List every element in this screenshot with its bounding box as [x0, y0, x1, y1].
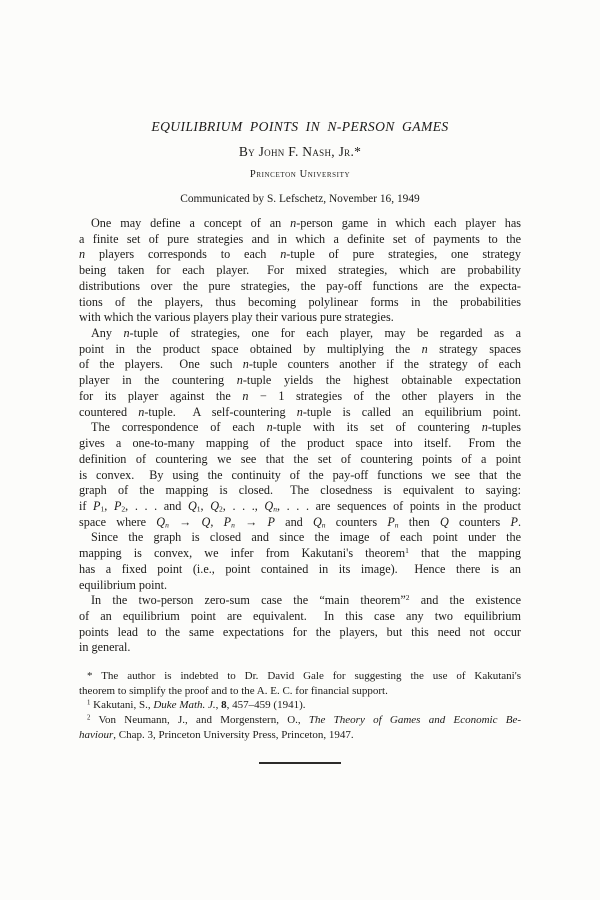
- text-line: player in the countering n-tuple yields the highest obtainable expectation: [79, 373, 521, 388]
- text-line: $^2$ Von Neumann, J., and Morgenstern, O., The Theory of Games and Economic Be-: [87, 713, 521, 726]
- text-line: for its player against the n − 1 strategies of the other players in the: [79, 388, 521, 403]
- text-line: n players corresponds to each n-tuple of pure strategies, one strategy: [79, 247, 521, 262]
- text-line: definition of countering we see that the set of countering points of a point: [79, 451, 521, 466]
- text-line: point in the product space obtained by multiplying the n strategy spaces: [79, 341, 522, 356]
- text-line: theorem to simplify the proof and to the A. E. C. for financial support.: [79, 684, 388, 697]
- text-line: Since the graph is closed and since the image of each point under the: [91, 530, 521, 545]
- text-line: with which the various players play their various pure strategies.: [79, 310, 394, 325]
- text-line: $^1$ Kakutani, S., Duke Math. J., 8, 457–459 (1941).: [87, 699, 306, 712]
- footnotes: [79, 669, 521, 742]
- affiliation: Princeton University: [249, 169, 351, 180]
- text-line: In the two-person zero-sum case the “main theorem”$^2$ and the existence: [91, 593, 521, 608]
- text-line: of an equilibrium point are equivalent. In this case any two equilibrium: [79, 608, 521, 623]
- text-line: space where $Q_n \to Q$, $P_n \to P$ and $Q_n$ counters $P_n$ then Q counters P.: [79, 514, 522, 530]
- paragraph: [79, 326, 521, 420]
- paper-title: EQUILIBRIUM POINTS IN N-PERSON GAMES: [151, 119, 449, 134]
- text-line: Any n-tuple of strategies, one for each player, may be regarded as a: [91, 326, 521, 341]
- paragraph: [79, 216, 521, 326]
- text-line: The correspondence of each n-tuple with its set of countering n-tuples: [91, 420, 521, 435]
- text-line: tions of the players, thus becoming polylinear forms in the probabilities: [79, 294, 521, 309]
- author-byline: By John F. Nash, Jr.*: [238, 144, 362, 159]
- text-line: in general.: [79, 640, 131, 655]
- text-line: One may define a concept of an n-person game in which each player has: [91, 216, 522, 230]
- communicated-line: Communicated by S. Lefschetz, November 16, 1949: [180, 193, 420, 205]
- paragraph: [79, 593, 521, 656]
- text-line: gives a one-to-many mapping of the product space into itself. From the: [79, 436, 521, 451]
- text-line: being taken for each player. For mixed strategies, which are probability: [79, 263, 521, 278]
- text-line: countered n-tuple. A self-countering n-tuple is called an equilibrium point.: [79, 404, 521, 419]
- text-line: equilibrium point.: [79, 577, 168, 592]
- text-line: distributions over the pure strategies, the pay-off functions are the expecta-: [79, 278, 521, 293]
- text-line: mapping is convex, we infer from Kakutani's theorem$^1$ that the mapping: [79, 546, 521, 561]
- text-line: a finite set of pure strategies and in which a definite set of payments to the: [79, 231, 521, 246]
- text-line: haviour, Chap. 3, Princeton University Press, Princeton, 1947.: [79, 728, 354, 741]
- text-line: points lead to the same expectations for the players, but this need not occur: [79, 624, 521, 639]
- text-line: has a fixed point (i.e., point contained in its image). Hence there is an: [79, 561, 521, 576]
- body-paragraphs: [79, 216, 521, 656]
- paragraph: [79, 530, 521, 593]
- text-line: of the players. One such n-tuple counters another if the strategy of each: [79, 357, 521, 372]
- text-line: * The author is indebted to Dr. David Gale for suggesting the use of Kakutani's: [87, 670, 521, 683]
- end-rule: [259, 762, 341, 764]
- text-line: graph of the mapping is closed. The closedness is equivalent to saying:: [79, 483, 521, 498]
- text-line: is convex. By using the continuity of the pay-off functions we see that the: [79, 467, 521, 482]
- article: [79, 118, 521, 764]
- paragraph: [79, 420, 521, 530]
- text-line: if $P_1$, $P_2$, . . . and $Q_1$, $Q_2$, . . ., $Q_n$, . . . are sequences of points in the product: [79, 498, 522, 514]
